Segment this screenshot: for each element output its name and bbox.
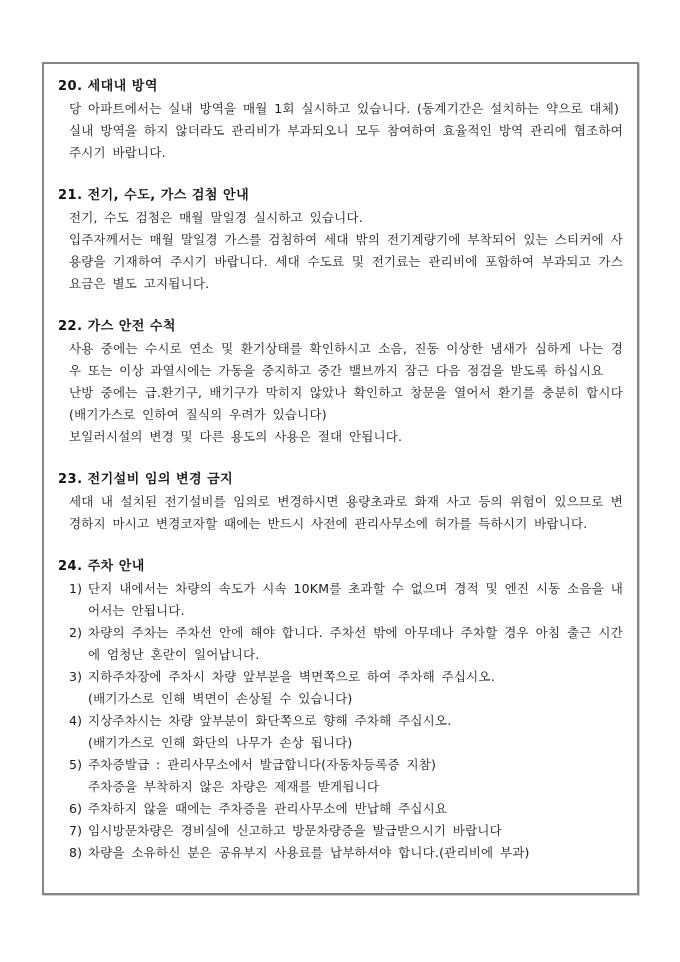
item-text: 지하주차장에 주차시 차량 앞부분을 벽면쪽으로 하여 주차해 주십시오. [88, 669, 495, 684]
section-paragraph: 입주자께서는 매월 말일경 가스를 검침하여 세대 밖의 전기계량기에 부착되어 있는 스티커에 사용량을 기재하여 주시기 바랍니다. 세대 수도료 및 전기료는 관리비에 포함하여 부과되고 가스 요금은 별도 고지됩니다. [69, 232, 623, 291]
item-note: 주차증을 부착하지 않은 차량은 제재를 받게됩니다 [88, 779, 380, 794]
section-heading [58, 76, 623, 98]
item-body [88, 754, 623, 798]
section-number: 21. [58, 188, 83, 203]
section-title: 가스 안전 수척 [87, 319, 176, 334]
section-number: 22. [58, 319, 83, 334]
item-text: 차량을 소유하신 분은 공유부지 사용료를 납부하셔야 합니다.(관리비에 부과) [88, 845, 530, 860]
list-item [69, 666, 623, 710]
notice-section [58, 185, 623, 295]
section-paragraph: 실내 방역을 하지 않더라도 관리비가 부과되오니 모두 참여하여 효율적인 방역 관리에 협조하여 주시기 바랍니다. [69, 123, 623, 160]
list-item [69, 578, 623, 622]
section-paragraph: 난방 중에는 급.환기구, 배기구가 막히지 않았나 확인하고 창문을 열어서 환기를 충분히 합시다 (배기가스로 인하여 질식의 우려가 있습니다) [69, 385, 623, 422]
list-item [69, 754, 623, 798]
item-note: (배기가스로 인해 화단의 나무가 손상 됩니다) [88, 735, 353, 750]
list-item [69, 798, 623, 820]
section-heading [58, 185, 623, 207]
notice-section [58, 469, 623, 535]
section-title: 세대내 방역 [87, 79, 158, 94]
section-title: 전기, 수도, 가스 검첨 안내 [87, 188, 250, 203]
item-marker: 1) [69, 581, 83, 596]
item-marker: 8) [69, 845, 83, 860]
section-title: 전기설비 임의 변경 금지 [87, 472, 234, 487]
item-marker: 4) [69, 713, 83, 728]
section-title: 주차 안내 [87, 559, 145, 574]
item-marker: 7) [69, 823, 83, 838]
item-text: 주차하지 않을 때에는 주차증을 관리사무소에 반납해 주십시요 [88, 801, 448, 816]
section-paragraph: 세대 내 설치된 전기설비를 임의로 변경하시면 용량초과로 화재 사고 등의 위험이 있으므로 변경하지 마시고 변경코자할 때에는 반드시 사전에 관리사무소에 허가를 득하시기 바랍니다. [69, 494, 623, 531]
notice-section [58, 556, 623, 864]
item-text: 단지 내에서는 차량의 속도가 시속 10KM를 초과할 수 없으며 경적 및 엔진 시동 소음을 내어서는 안됩니다. [88, 581, 623, 618]
item-marker: 3) [69, 669, 83, 684]
item-marker: 2) [69, 625, 83, 640]
section-number: 20. [58, 79, 83, 94]
item-body [88, 842, 623, 864]
list-item [69, 622, 623, 666]
item-note: (배기가스로 인해 벽면이 손상될 수 있습니다) [88, 691, 353, 706]
item-body [88, 666, 623, 710]
section-number: 24. [58, 559, 83, 574]
item-marker: 5) [69, 757, 83, 772]
section-number: 23. [58, 472, 83, 487]
item-body [88, 578, 623, 622]
item-body [88, 622, 623, 666]
item-text: 차량의 주차는 주차선 안에 해야 합니다. 주차선 밖에 아무데나 주차할 경우 아침 출근 시간에 엄청난 혼란이 일어납니다. [88, 625, 623, 662]
list-item [69, 842, 623, 864]
section-heading [58, 556, 623, 578]
item-text: 임시방문차량은 경비실에 신고하고 방문차량증을 발급받으시기 바랍니다 [88, 823, 502, 838]
notice-section [58, 316, 623, 448]
item-body [88, 710, 623, 754]
item-text: 주차증발급 : 관리사무소에서 발급합니다(자동차등록증 지참) [88, 757, 437, 772]
section-paragraph: 보일러시설의 변경 및 다른 용도의 사용은 절대 안됩니다. [69, 429, 403, 444]
item-text: 지상주차시는 차량 앞부분이 화단쪽으로 향해 주차해 주십시오. [88, 713, 452, 728]
notice-section [58, 76, 623, 164]
list-item [69, 710, 623, 754]
section-heading [58, 316, 623, 338]
section-paragraph: 사용 중에는 수시로 연소 및 환기상태를 확인하시고 소음, 진동 이상한 냄새가 심하게 나는 경우 또는 이상 과열시에는 가동을 중지하고 중간 밸브까지 잠근 다음 점검을 받도록 하십시요 [69, 341, 623, 378]
section-paragraph: 당 아파트에서는 실내 방역을 매월 1회 실시하고 있습니다. (동계기간은 설치하는 약으로 대체) [69, 101, 620, 116]
item-body [88, 798, 623, 820]
list-item [69, 820, 623, 842]
item-marker: 6) [69, 801, 83, 816]
section-heading [58, 469, 623, 491]
section-paragraph: 전기, 수도 검첨은 매월 말일경 실시하고 있습니다. [69, 210, 363, 225]
item-body [88, 820, 623, 842]
notice-border-frame [42, 62, 639, 895]
